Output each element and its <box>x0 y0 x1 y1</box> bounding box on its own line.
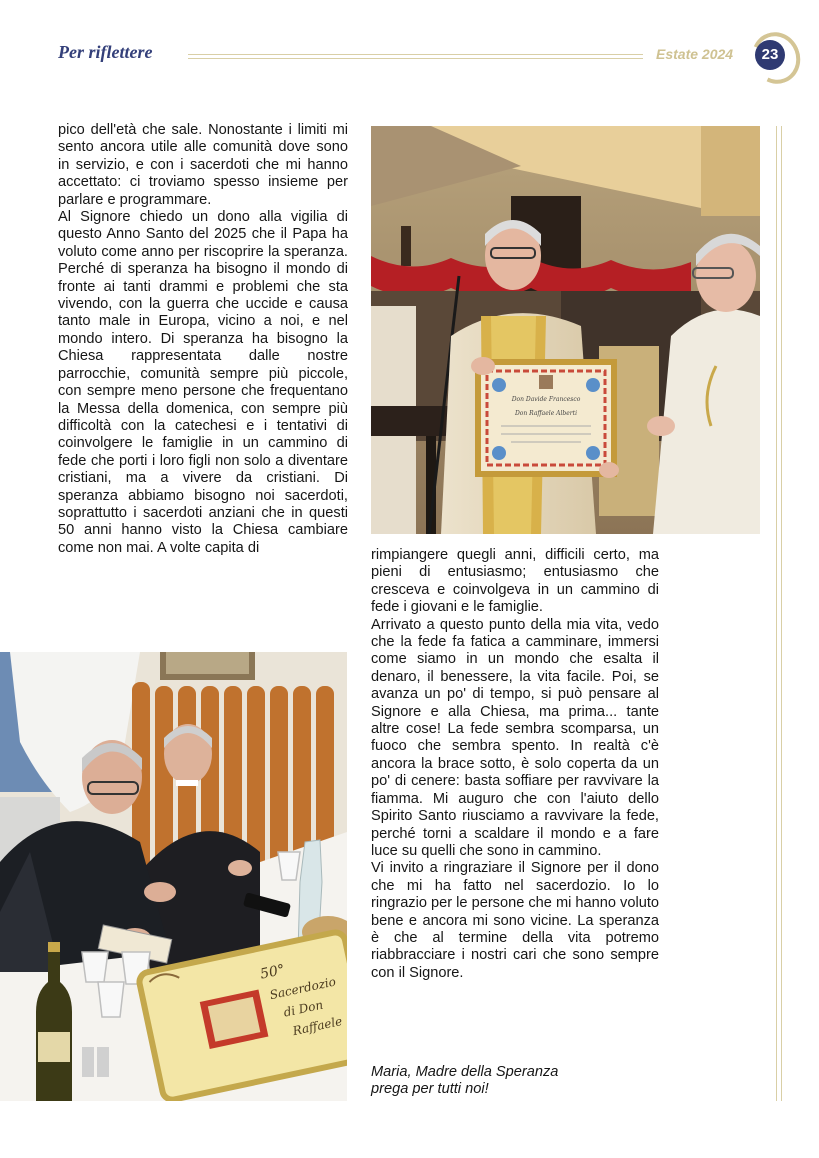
paragraph: Vi invito a ringraziare il Signore per il dono che mi ha fatto nel sacerdozio. Io lo ringrazio per le persone che mi hanno voluto bene e ancora mi sono vicine. La speranza è che al termine della vita potremo riabbracciare i nostri cari che sono sempre con il Signore. <box>371 860 659 981</box>
celebration-photo <box>0 652 347 1101</box>
ceremony-photo <box>371 126 760 534</box>
section-title: Per riflettere <box>58 42 153 62</box>
page-border-right <box>776 126 782 1101</box>
closing-prayer <box>371 1064 659 1099</box>
issue-label: Estate 2024 <box>656 46 734 62</box>
header-rule-top <box>188 54 643 55</box>
cake-line-4: Raffaele <box>291 1014 344 1039</box>
paragraph: Al Signore chiedo un dono alla vigilia di questo Anno Santo del 2025 che il Papa ha voluto come anno per riscoprire la speranza. Perché di speranza ha bisogno il mondo di fronte ai tanti drammi e problemi che sta vivendo, con la guerra che uccide e causa tanto male in Europa, vicino a noi, e nel mondo intero. Di speranza ha bisogno la Chiesa rappresentata dalle nostre parrocchie, comunità sempre più piccole, con sempre meno persone che frequentano la Messa della domenica, con sempre più difficoltà con la catechesi e i tentativi di coinvolgere le famiglie in un cammino di fede che porti i loro figli non solo a diventare cristiani, ma a vivere da cristiani. Di speranza abbiamo bisogno noi sacerdoti, soprattutto i sacerdoti anziani che in questi 50 anni hanno visto la Chiesa cambiare come non mai. A volte capita di <box>58 209 348 556</box>
cake-line-1: 50° <box>258 961 287 983</box>
closing-line: prega per tutti noi! <box>371 1081 489 1098</box>
header-rule-bottom <box>188 58 643 59</box>
closing-line: Maria, Madre della Speranza <box>371 1064 559 1080</box>
cake-line-3: di Don <box>282 997 325 1020</box>
right-text-column <box>371 547 659 982</box>
parchment-name-1: Don Davide Francesco <box>511 396 581 403</box>
paragraph: pico dell'età che sale. Nonostante i limiti mi sento ancora utile alle comunità dove sono in servizio, e con i sacerdoti che mi hanno accettato: ci troviamo spesso insieme per parlare e programmare. <box>58 122 348 208</box>
left-text-column <box>58 122 348 557</box>
page-number: 23 <box>755 40 785 70</box>
paragraph: Arrivato a questo punto della mia vita, vedo che la fede fa fatica a camminare, immersi come siamo in un mondo che esalta il denaro, il benessere, la vita facile. Poi, se avanza un po' di tempo, si può pensare al Signore e alla Chiesa, ma prima... tante altre cose! La fede sembra scomparsa, un fuoco che sembra spento. In realtà c'è ancora la brace sotto, è solo coperta da un po' di cenere: basta soffiare per ravvivare la fiamma. Mi auguro che con l'aiuto dello Spirito Santo riusciamo a ravvivare la fede, perché torni a scaldare il mondo e a fare luce su quelli che sono in cammino. <box>371 616 659 859</box>
page-header <box>0 0 819 90</box>
cake-line-2: Sacerdozio <box>268 974 338 1003</box>
paragraph: rimpiangere quegli anni, difficili certo, ma pieni di entusiasmo; entusiasmo che cresceva e coinvolgeva in un cammino di fede i giovani e le famiglie. <box>371 547 659 616</box>
parchment-name-2: Don Raffaele Alberti <box>514 410 578 417</box>
